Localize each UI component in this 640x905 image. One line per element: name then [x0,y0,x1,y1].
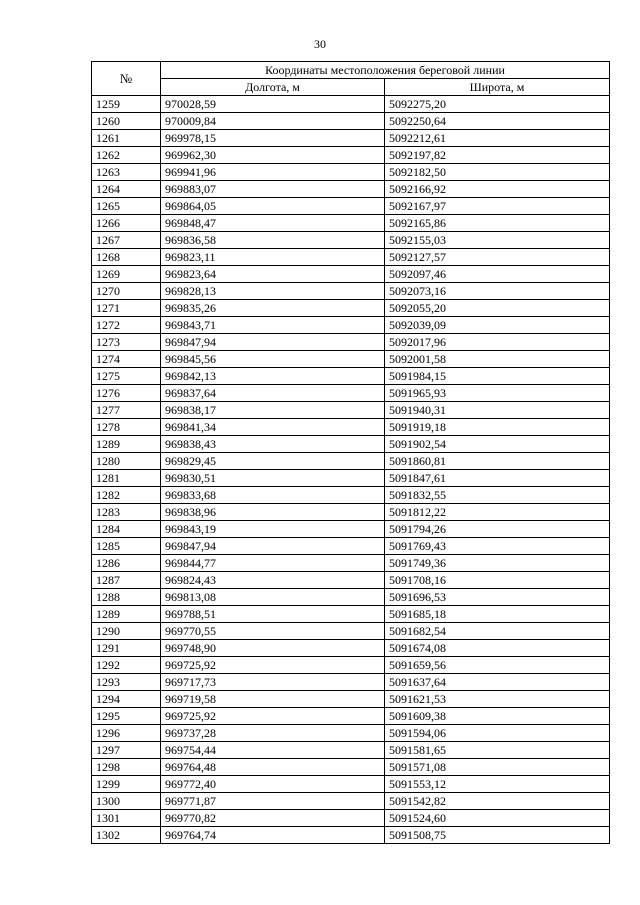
header-latitude: Широта, м [385,79,610,96]
point-number: 1289 [92,606,161,623]
longitude-value: 969841,34 [161,419,385,436]
longitude-value: 969754,44 [161,742,385,759]
table-row [92,385,610,402]
longitude-value: 969829,45 [161,453,385,470]
point-number: 1274 [92,351,161,368]
latitude-value: 5091696,53 [385,589,610,606]
point-number: 1273 [92,334,161,351]
point-number: 1277 [92,402,161,419]
table-row [92,606,610,623]
table-row [92,708,610,725]
latitude-value: 5092001,58 [385,351,610,368]
longitude-value: 969771,87 [161,793,385,810]
longitude-value: 969788,51 [161,606,385,623]
latitude-value: 5092017,96 [385,334,610,351]
longitude-value: 969941,96 [161,164,385,181]
latitude-value: 5092167,97 [385,198,610,215]
latitude-value: 5091965,93 [385,385,610,402]
latitude-value: 5091847,61 [385,470,610,487]
longitude-value: 969824,43 [161,572,385,589]
longitude-value: 969847,94 [161,334,385,351]
page-number: 30 [314,37,326,51]
point-number: 1281 [92,470,161,487]
header-coordinates-group: Координаты местоположения береговой линии [161,62,610,79]
table-row [92,96,610,113]
longitude-value: 969978,15 [161,130,385,147]
table-row [92,351,610,368]
table-row [92,827,610,844]
coordinates-table [91,61,610,844]
point-number: 1282 [92,487,161,504]
longitude-value: 969962,30 [161,147,385,164]
latitude-value: 5091542,82 [385,793,610,810]
latitude-value: 5091609,38 [385,708,610,725]
latitude-value: 5092250,64 [385,113,610,130]
table-row [92,776,610,793]
latitude-value: 5091682,54 [385,623,610,640]
longitude-value: 969845,56 [161,351,385,368]
header-longitude: Долгота, м [161,79,385,96]
table-row [92,300,610,317]
longitude-value: 969843,71 [161,317,385,334]
longitude-value: 969835,26 [161,300,385,317]
table-row [92,147,610,164]
point-number: 1283 [92,504,161,521]
longitude-value: 969725,92 [161,657,385,674]
latitude-value: 5091860,81 [385,453,610,470]
longitude-value: 969717,73 [161,674,385,691]
longitude-value: 970028,59 [161,96,385,113]
longitude-value: 969719,58 [161,691,385,708]
point-number: 1291 [92,640,161,657]
table-row [92,402,610,419]
table-row [92,538,610,555]
point-number: 1302 [92,827,161,844]
latitude-value: 5092182,50 [385,164,610,181]
point-number: 1275 [92,368,161,385]
point-number: 1292 [92,657,161,674]
longitude-value: 969842,13 [161,368,385,385]
latitude-value: 5091708,16 [385,572,610,589]
point-number: 1300 [92,793,161,810]
latitude-value: 5092275,20 [385,96,610,113]
table-row [92,334,610,351]
table-row [92,589,610,606]
point-number: 1269 [92,266,161,283]
point-number: 1270 [92,283,161,300]
table-row [92,249,610,266]
latitude-value: 5091769,43 [385,538,610,555]
table-row [92,470,610,487]
latitude-value: 5091940,31 [385,402,610,419]
longitude-value: 969838,96 [161,504,385,521]
longitude-value: 969848,47 [161,215,385,232]
point-number: 1276 [92,385,161,402]
point-number: 1299 [92,776,161,793]
table-row [92,453,610,470]
table-body [92,96,610,844]
longitude-value: 969772,40 [161,776,385,793]
point-number: 1259 [92,96,161,113]
table-row [92,691,610,708]
point-number: 1290 [92,623,161,640]
table-row [92,504,610,521]
longitude-value: 969864,05 [161,198,385,215]
point-number: 1284 [92,521,161,538]
table-row [92,674,610,691]
point-number: 1263 [92,164,161,181]
longitude-value: 969748,90 [161,640,385,657]
latitude-value: 5091919,18 [385,419,610,436]
table-row [92,130,610,147]
point-number: 1295 [92,708,161,725]
latitude-value: 5091659,56 [385,657,610,674]
point-number: 1294 [92,691,161,708]
latitude-value: 5091984,15 [385,368,610,385]
table-row [92,742,610,759]
point-number: 1278 [92,419,161,436]
longitude-value: 969828,13 [161,283,385,300]
longitude-value: 969770,55 [161,623,385,640]
latitude-value: 5091524,60 [385,810,610,827]
latitude-value: 5091553,12 [385,776,610,793]
longitude-value: 969838,17 [161,402,385,419]
longitude-value: 969844,77 [161,555,385,572]
point-number: 1301 [92,810,161,827]
point-number: 1264 [92,181,161,198]
longitude-value: 969836,58 [161,232,385,249]
longitude-value: 969843,19 [161,521,385,538]
table-row [92,317,610,334]
latitude-value: 5092073,16 [385,283,610,300]
latitude-value: 5092055,20 [385,300,610,317]
table-row [92,164,610,181]
table-row [92,283,610,300]
table-row [92,623,610,640]
point-number: 1262 [92,147,161,164]
latitude-value: 5092097,46 [385,266,610,283]
latitude-value: 5091581,65 [385,742,610,759]
point-number: 1261 [92,130,161,147]
longitude-value: 969883,07 [161,181,385,198]
latitude-value: 5091508,75 [385,827,610,844]
point-number: 1298 [92,759,161,776]
point-number: 1268 [92,249,161,266]
longitude-value: 969770,82 [161,810,385,827]
table-row [92,436,610,453]
table-header [92,62,610,96]
longitude-value: 970009,84 [161,113,385,130]
point-number: 1271 [92,300,161,317]
point-number: 1296 [92,725,161,742]
longitude-value: 969725,92 [161,708,385,725]
longitude-value: 969847,94 [161,538,385,555]
latitude-value: 5092127,57 [385,249,610,266]
latitude-value: 5091594,06 [385,725,610,742]
table-row [92,113,610,130]
latitude-value: 5091674,08 [385,640,610,657]
longitude-value: 969823,11 [161,249,385,266]
longitude-value: 969813,08 [161,589,385,606]
table-row [92,555,610,572]
latitude-value: 5091621,53 [385,691,610,708]
latitude-value: 5091832,55 [385,487,610,504]
table-row [92,725,610,742]
latitude-value: 5092212,61 [385,130,610,147]
longitude-value: 969837,64 [161,385,385,402]
table-row [92,759,610,776]
longitude-value: 969737,28 [161,725,385,742]
table-row [92,487,610,504]
point-number: 1265 [92,198,161,215]
table-row [92,266,610,283]
longitude-value: 969833,68 [161,487,385,504]
point-number: 1266 [92,215,161,232]
table-row [92,419,610,436]
point-number: 1272 [92,317,161,334]
longitude-value: 969830,51 [161,470,385,487]
latitude-value: 5091685,18 [385,606,610,623]
table-row [92,181,610,198]
longitude-value: 969764,48 [161,759,385,776]
latitude-value: 5091812,22 [385,504,610,521]
table-row [92,640,610,657]
point-number: 1293 [92,674,161,691]
point-number: 1287 [92,572,161,589]
table-row [92,198,610,215]
latitude-value: 5092155,03 [385,232,610,249]
point-number: 1286 [92,555,161,572]
table-row [92,368,610,385]
table-row [92,810,610,827]
latitude-value: 5092039,09 [385,317,610,334]
point-number: 1280 [92,453,161,470]
longitude-value: 969823,64 [161,266,385,283]
table-row [92,572,610,589]
latitude-value: 5092197,82 [385,147,610,164]
latitude-value: 5091571,08 [385,759,610,776]
point-number: 1260 [92,113,161,130]
latitude-value: 5092166,92 [385,181,610,198]
table-row [92,793,610,810]
table-row [92,521,610,538]
table-row [92,232,610,249]
latitude-value: 5092165,86 [385,215,610,232]
point-number: 1288 [92,589,161,606]
point-number: 1285 [92,538,161,555]
table-row [92,215,610,232]
table-row [92,657,610,674]
header-number: № [92,62,161,96]
latitude-value: 5091794,26 [385,521,610,538]
longitude-value: 969838,43 [161,436,385,453]
point-number: 1289 [92,436,161,453]
longitude-value: 969764,74 [161,827,385,844]
point-number: 1267 [92,232,161,249]
latitude-value: 5091749,36 [385,555,610,572]
point-number: 1297 [92,742,161,759]
latitude-value: 5091902,54 [385,436,610,453]
latitude-value: 5091637,64 [385,674,610,691]
